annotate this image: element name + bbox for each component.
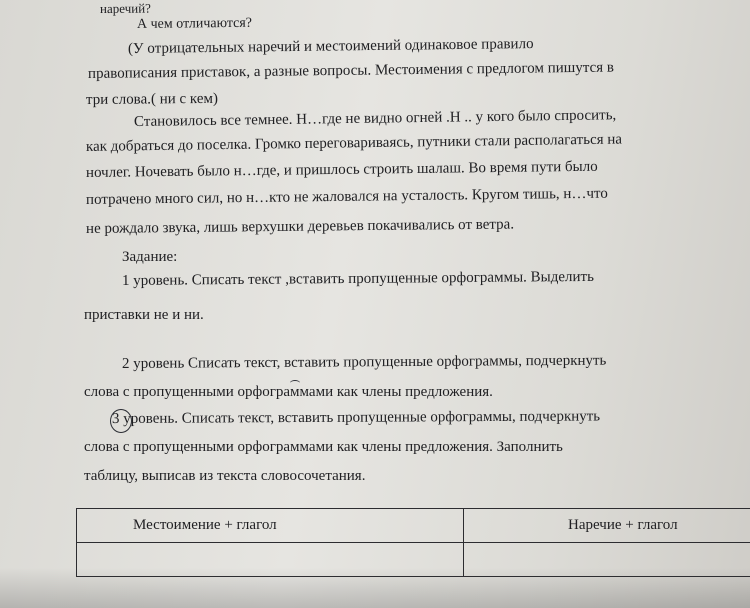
header-pronoun-verb: Местоимение + глагол — [77, 509, 464, 543]
answer-table — [76, 508, 750, 577]
level-1-line-2: приставки не и ни. — [84, 307, 204, 323]
level-3-line-2: слова с пропущенными орфограммами как члены предложения. Заполнить — [84, 439, 563, 455]
header-adverb-verb: Наречие + глагол — [464, 509, 750, 543]
level-3-line-1: 3 уровень. Списать текст, вставить пропущенные орфограммы, подчеркнуть — [111, 408, 601, 427]
text-line-5: не рождало звука, лишь верхушки деревьев покачивались от ветра. — [85, 216, 515, 237]
task-heading: Задание: — [122, 249, 178, 265]
handwritten-breve-mark — [290, 380, 300, 386]
rule-line-2: правописания приставок, а разные вопросы. Местоимения с предлогом пишутся в — [87, 59, 615, 82]
level-1-line-1: 1 уровень. Списать текст ,вставить пропущенные орфограммы. Выделить — [121, 268, 594, 289]
level-3-line-3: таблицу, выписав из текста словосочетания. — [84, 468, 366, 484]
text-line-1: Становилось все темнее. Н…где не видно огней .Н .. у кого было спросить, — [133, 107, 617, 130]
level-2-line-1: 2 уровень Списать текст, вставить пропущенные орфограммы, подчеркнуть — [121, 352, 607, 372]
heading-fragment: наречий? — [99, 0, 151, 16]
text-line-3: ночлег. Ночевать было н…где, и пришлось строить шалаш. Во время пути было — [85, 158, 598, 181]
question-line: А чем отличаются? — [136, 15, 253, 32]
rule-line-3: три слова.( ни с кем) — [85, 90, 219, 108]
level-2-line-2: слова с пропущенными орфограммами как члены предложения. — [84, 384, 493, 400]
text-line-4: потрачено много сил, но н…кто не жаловался на усталость. Кругом тишь, н…что — [85, 185, 608, 208]
rule-line-1: (У отрицательных наречий и местоимений одинаковое правило — [127, 36, 534, 57]
page-shadow — [0, 568, 750, 608]
text-line-2: как добраться до поселка. Громко переговариваясь, путники стали располагаться на — [85, 131, 623, 155]
handwritten-circle-mark — [110, 409, 132, 433]
table-header-row — [77, 509, 750, 543]
